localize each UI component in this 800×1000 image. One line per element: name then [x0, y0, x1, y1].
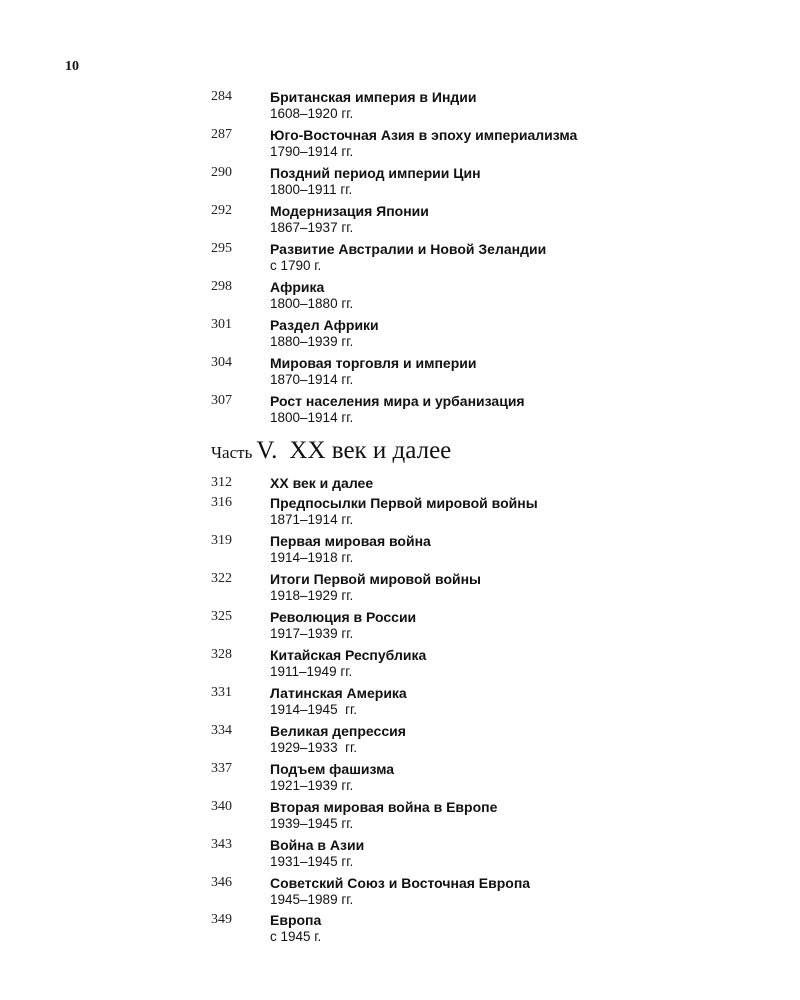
toc-entry-title: Советский Союз и Восточная Европа [270, 875, 531, 891]
toc-entry-title: Великая депрессия [270, 723, 406, 739]
toc-entry-page: 307 [211, 393, 232, 408]
toc-entry-page: 340 [211, 799, 232, 814]
toc-entry-dates: 1914–1945 гг. [270, 702, 358, 717]
toc-entry-title: Рост населения мира и урбанизация [270, 393, 525, 409]
toc-entry-title: Революция в России [270, 609, 417, 625]
toc-entry-page: 295 [211, 241, 232, 256]
toc-entry-dates: 1790–1914 гг. [270, 144, 354, 159]
toc-entry-title: Предпосылки Первой мировой войны [270, 495, 538, 511]
toc-entry-title: Юго-Восточная Азия в эпоху империализма [270, 127, 578, 143]
toc-entry-dates: 1911–1949 гг. [270, 664, 353, 679]
toc-entry-dates: 1939–1945 гг. [270, 816, 354, 831]
toc-entry-dates: с 1945 г. [270, 929, 322, 944]
toc-entry-dates: 1870–1914 гг. [270, 372, 354, 387]
page-number: 10 [65, 59, 79, 74]
toc-entry-dates: 1871–1914 гг. [270, 512, 354, 527]
toc-entry-page: 319 [211, 533, 232, 548]
part-label: Часть [211, 443, 253, 462]
toc-entry-title: Модернизация Японии [270, 203, 429, 219]
toc-entry-page: 328 [211, 647, 232, 662]
toc-entry-page: 316 [211, 495, 232, 510]
toc-entry-title: Европа [270, 912, 322, 928]
toc-entry-dates: 1914–1918 гг. [270, 550, 354, 565]
toc-entry-dates: 1800–1914 гг. [270, 410, 354, 425]
toc-entry-dates: 1880–1939 гг. [270, 334, 354, 349]
toc-entry-page: 346 [211, 875, 232, 890]
toc-entry-page: 331 [211, 685, 232, 700]
toc-entry-title: Первая мировая война [270, 533, 431, 549]
toc-entry-dates: 1945–1989 гг. [270, 892, 354, 907]
toc-entry-page: 290 [211, 165, 232, 180]
toc-entry-title: Британская империя в Индии [270, 89, 477, 105]
toc-entry-dates: 1917–1939 гг. [270, 626, 354, 641]
toc-entry-dates: 1921–1939 гг. [270, 778, 354, 793]
toc-entry-page: 312 [211, 475, 232, 490]
toc-entry-title: Война в Азии [270, 837, 365, 853]
toc-entry-title: Поздний период империи Цин [270, 165, 481, 181]
toc-entry-title: XX век и далее [270, 475, 374, 491]
toc-entry-dates: с 1790 г. [270, 258, 322, 273]
toc-entry-page: 304 [211, 355, 232, 370]
toc-entry-page: 322 [211, 571, 232, 586]
toc-entry-title: Развитие Австралии и Новой Зеландии [270, 241, 547, 257]
toc-entry-dates: 1800–1911 гг. [270, 182, 353, 197]
toc-entry-title: Африка [270, 279, 325, 295]
toc-entry-dates: 1929–1933 гг. [270, 740, 358, 755]
toc-entry-title: Подъем фашизма [270, 761, 395, 777]
toc-entry-dates: 1867–1937 гг. [270, 220, 354, 235]
toc-entry-dates: 1608–1920 гг. [270, 106, 354, 121]
toc-entry-page: 334 [211, 723, 232, 738]
toc-entry-title: Вторая мировая война в Европе [270, 799, 498, 815]
toc-entry-dates: 1918–1929 гг. [270, 588, 354, 603]
toc-entry-page: 284 [211, 89, 232, 104]
toc-entry-title: Латинская Америка [270, 685, 407, 701]
toc-entry-page: 337 [211, 761, 232, 776]
part-title: XX век и далее [289, 437, 452, 464]
toc-entry-title: Итоги Первой мировой войны [270, 571, 482, 587]
toc-entry-page: 292 [211, 203, 232, 218]
toc-entry-dates: 1800–1880 гг. [270, 296, 354, 311]
toc-entry-title: Мировая торговля и империи [270, 355, 477, 371]
toc-entry-page: 349 [211, 912, 232, 927]
toc-entry-page: 325 [211, 609, 232, 624]
part-heading [211, 437, 451, 465]
toc-entry-page: 287 [211, 127, 232, 142]
toc-entry-title: Раздел Африки [270, 317, 379, 333]
toc-entry-title: Китайская Республика [270, 647, 427, 663]
toc-entry-dates: 1931–1945 гг. [270, 854, 354, 869]
part-numeral: V. [256, 437, 278, 464]
toc-entry-page: 298 [211, 279, 232, 294]
toc-entry-page: 343 [211, 837, 232, 852]
toc-entry-page: 301 [211, 317, 232, 332]
